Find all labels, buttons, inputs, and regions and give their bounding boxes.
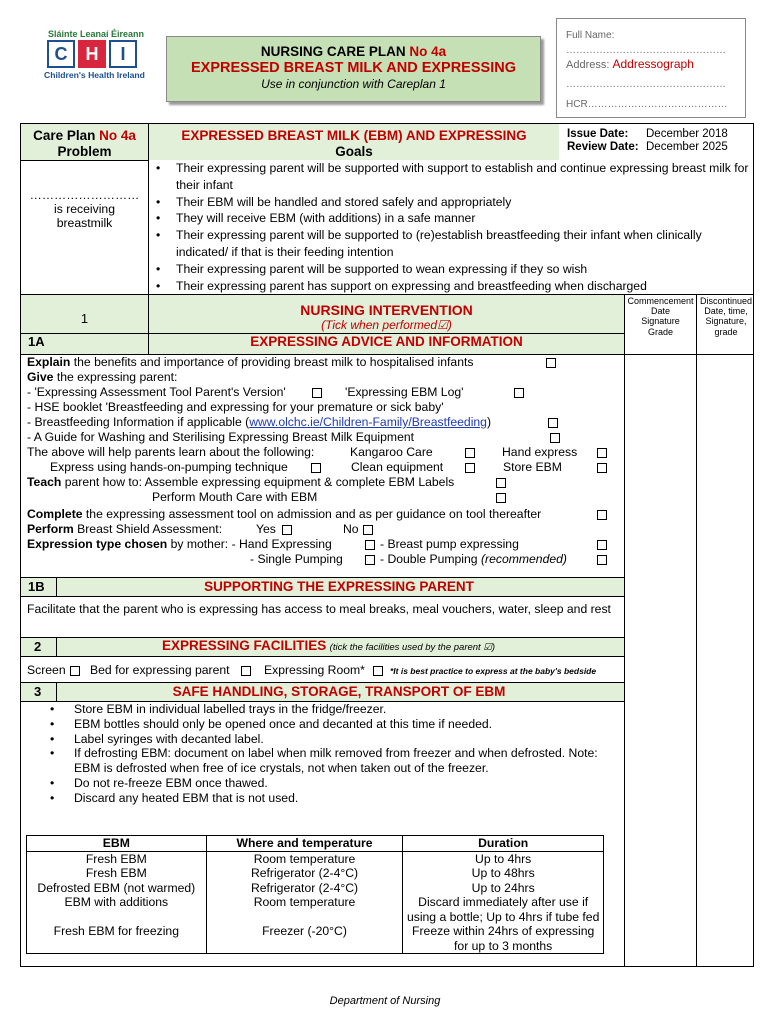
table-header: Where and temperature (206, 836, 403, 852)
expressing-room-checkbox[interactable] (373, 666, 383, 676)
double-pumping-checkbox[interactable] (597, 555, 607, 565)
full-name-label: Full Name: (566, 30, 615, 41)
goal-item: • Their expressing parent will be supported with support to establish and continue expressing breast milk for their infant (150, 160, 750, 194)
s1a-number: 1A (28, 334, 45, 349)
hands-on-pumping-text: Express using hands-on-pumping technique (50, 460, 288, 474)
bed-text: Bed for expressing parent (90, 663, 230, 677)
table-row: Fresh EBM for freezing Freezer (-20°C) Freeze within 24hrs of expressing for up to 3 months (27, 924, 604, 954)
table-row: Defrosted EBM (not warmed) Refrigerator (2-4°C) Up to 24hrs (27, 881, 604, 896)
shield-no-text: No (343, 522, 359, 536)
title-box (166, 36, 541, 102)
address-label: Address: Addressograph (566, 57, 694, 71)
issue-date-value: December 2018 (646, 128, 728, 140)
assessment-tool-checkbox[interactable] (312, 388, 322, 398)
hcr-field[interactable]: HCR…………………………………… (566, 99, 728, 110)
washing-guide-checkbox[interactable] (550, 433, 560, 443)
ebm-storage-table (26, 835, 604, 954)
s3-number: 3 (34, 684, 42, 699)
goals-heading: EXPRESSED BREAST MILK (EBM) AND EXPRESSING (181, 128, 527, 143)
give-line: Give the expressing parent: (27, 370, 178, 384)
room-note: *It is best practice to express at the baby's bedside (390, 666, 597, 676)
hse-booklet-line: - HSE booklet 'Breastfeeding and expressing for your premature or sick baby' (27, 400, 444, 414)
hands-on-pumping-checkbox[interactable] (311, 463, 321, 473)
expression-type-line: Expression type chosen by mother: - Hand Expressing (27, 537, 332, 551)
issue-date-label: Issue Date: (567, 128, 629, 140)
s1a-title: EXPRESSING ADVICE AND INFORMATION (250, 334, 523, 349)
give-tools-line: - 'Expressing Assessment Tool Parent's Version' (27, 385, 286, 399)
teach-line: Teach parent how to: Assemble expressing equipment & complete EBM Labels (27, 475, 455, 489)
goal-item: • Their EBM will be handled and stored safely and appropriately (150, 194, 750, 211)
bf-info-line: - Breastfeeding Information if applicable (www.olchc.ie/Children-Family/Breastfeeding) (27, 415, 492, 429)
address-field[interactable]: ………………………………………… (566, 79, 726, 90)
logo-irish-text: Sláinte Leanaí Éireann (48, 29, 145, 39)
shield-yes-text: Yes (256, 522, 276, 536)
problem-header: Care Plan No 4a Problem (33, 128, 136, 159)
table-row: Fresh EBM Refrigerator (2-4°C) Up to 48hrs (27, 866, 604, 881)
footer-department: Department of Nursing (329, 995, 441, 1007)
storage-item: • Store EBM in individual labelled trays in the fridge/freezer. (50, 702, 610, 717)
screen-checkbox[interactable] (70, 666, 80, 676)
learn-about-line: The above will help parents learn about the following: (27, 445, 315, 459)
storage-item: • If defrosting EBM: document on label when milk removed from freezer and when defrosted. Note: EBM is defrosted when free of ice crystals, not when taken out of the freezer. (50, 746, 610, 776)
storage-item: • Discard any heated EBM that is not used. (50, 791, 610, 806)
discontinued-column-header: Discontinued Date, time, Signature, grade (699, 296, 753, 337)
commencement-column-header: Commencement Date Signature Grade (627, 296, 694, 337)
problem-blank-field[interactable]: ……………………… (29, 188, 140, 202)
perform-line: Perform Breast Shield Assessment: (27, 522, 223, 536)
title-line2: EXPRESSED BREAST MILK AND EXPRESSING (191, 60, 516, 76)
storage-item: • Label syringes with decanted label. (50, 732, 610, 747)
mouth-care-checkbox[interactable] (496, 493, 506, 503)
storage-item: • Do not re-freeze EBM once thawed. (50, 776, 610, 791)
review-date-label: Review Date: (567, 141, 639, 153)
clean-equipment-checkbox[interactable] (465, 463, 475, 473)
single-pumping-text: - Single Pumping (250, 552, 343, 566)
shield-yes-checkbox[interactable] (282, 525, 292, 535)
goal-item: • Their expressing parent has support on expressing and breastfeeding when discharged (150, 278, 750, 295)
washing-guide-line: - A Guide for Washing and Sterilising Expressing Breast Milk Equipment (27, 430, 415, 444)
double-pumping-text: - Double Pumping (recommended) (380, 552, 567, 566)
complete-checkbox[interactable] (597, 510, 607, 520)
single-pumping-checkbox[interactable] (365, 555, 375, 565)
intervention-number: 1 (80, 311, 89, 326)
table-header-row (27, 836, 604, 852)
table-row: EBM with additions Room temperature Discard immediately after use if using a bottle; Up to 4hrs if tube fed (27, 895, 604, 924)
s2-title-row: EXPRESSING FACILITIES (tick the facilities used by the parent ☑) (162, 638, 496, 653)
screen-text: Screen (27, 663, 66, 677)
shield-no-checkbox[interactable] (363, 525, 373, 535)
breast-pump-text: - Breast pump expressing (380, 537, 519, 551)
explain-checkbox[interactable] (546, 358, 556, 368)
s1b-number: 1B (28, 579, 45, 594)
goals-list (150, 160, 750, 294)
store-ebm-text: Store EBM (503, 460, 562, 474)
title-line3: Use in conjunction with Careplan 1 (261, 77, 446, 91)
title-line1: NURSING CARE PLAN No 4a (260, 44, 447, 59)
kangaroo-care-checkbox[interactable] (465, 448, 475, 458)
table-row: Fresh EBM Room temperature Up to 4hrs (27, 851, 604, 866)
full-name-field[interactable]: ………………………………………… (566, 45, 726, 56)
chi-logo (47, 40, 137, 68)
table-header: EBM (27, 836, 207, 852)
kangaroo-care-text: Kangaroo Care (350, 445, 433, 459)
complete-line: Complete the expressing assessment tool on admission and as per guidance on tool thereafter (27, 507, 542, 521)
bf-info-checkbox[interactable] (548, 418, 558, 428)
bed-checkbox[interactable] (241, 666, 251, 676)
goal-item: • Their expressing parent will be supported to wean expressing if they so wish (150, 261, 750, 278)
logo-letter-i: I (109, 40, 137, 68)
hand-express-text: Hand express (502, 445, 578, 459)
patient-id-box (556, 18, 746, 118)
s1b-title: SUPPORTING THE EXPRESSING PARENT (204, 579, 474, 594)
s3-title: SAFE HANDLING, STORAGE, TRANSPORT OF EBM (172, 684, 506, 699)
review-date-value: December 2025 (646, 141, 728, 153)
logo-letter-h: H (78, 40, 106, 68)
mouth-care-text: Perform Mouth Care with EBM (152, 490, 318, 504)
breast-pump-checkbox[interactable] (597, 540, 607, 550)
hand-expressing-checkbox[interactable] (365, 540, 375, 550)
intervention-subtitle: (Tick when performed☑) (321, 318, 452, 332)
problem-text: ……………………… is receiving breastmilk (21, 188, 148, 230)
logo-english-text: Children's Health Ireland (44, 70, 145, 80)
storage-item: • EBM bottles should only be opened once and decanted at this time if needed. (50, 717, 610, 732)
intervention-title: NURSING INTERVENTION (300, 302, 473, 318)
teach-checkbox[interactable] (496, 478, 506, 488)
logo-letter-c: C (47, 40, 75, 68)
ebm-log-text: 'Expressing EBM Log' (345, 385, 464, 399)
clean-equipment-text: Clean equipment (351, 460, 444, 474)
goals-subheading: Goals (335, 144, 373, 159)
ebm-log-checkbox[interactable] (514, 388, 524, 398)
goal-item: • Their expressing parent will be supported to (re)establish breastfeeding their infant when clinically indicated/ if that is their feeding intention (150, 227, 750, 261)
storage-list (50, 702, 610, 806)
store-ebm-checkbox[interactable] (597, 463, 607, 473)
goal-item: • They will receive EBM (with additions) in a safe manner (150, 210, 750, 227)
bf-info-link[interactable]: www.olchc.ie/Children-Family/Breastfeeding (249, 415, 487, 429)
hand-express-checkbox[interactable] (597, 448, 607, 458)
s2-number: 2 (34, 639, 42, 654)
table-header: Duration (403, 836, 604, 852)
explain-line: Explain the benefits and importance of providing breast milk to hospitalised infants (27, 355, 474, 369)
expressing-room-text: Expressing Room* (264, 663, 365, 677)
s1b-text: Facilitate that the parent who is expressing has access to meal breaks, meal vouchers, water, sleep and rest (27, 602, 611, 616)
